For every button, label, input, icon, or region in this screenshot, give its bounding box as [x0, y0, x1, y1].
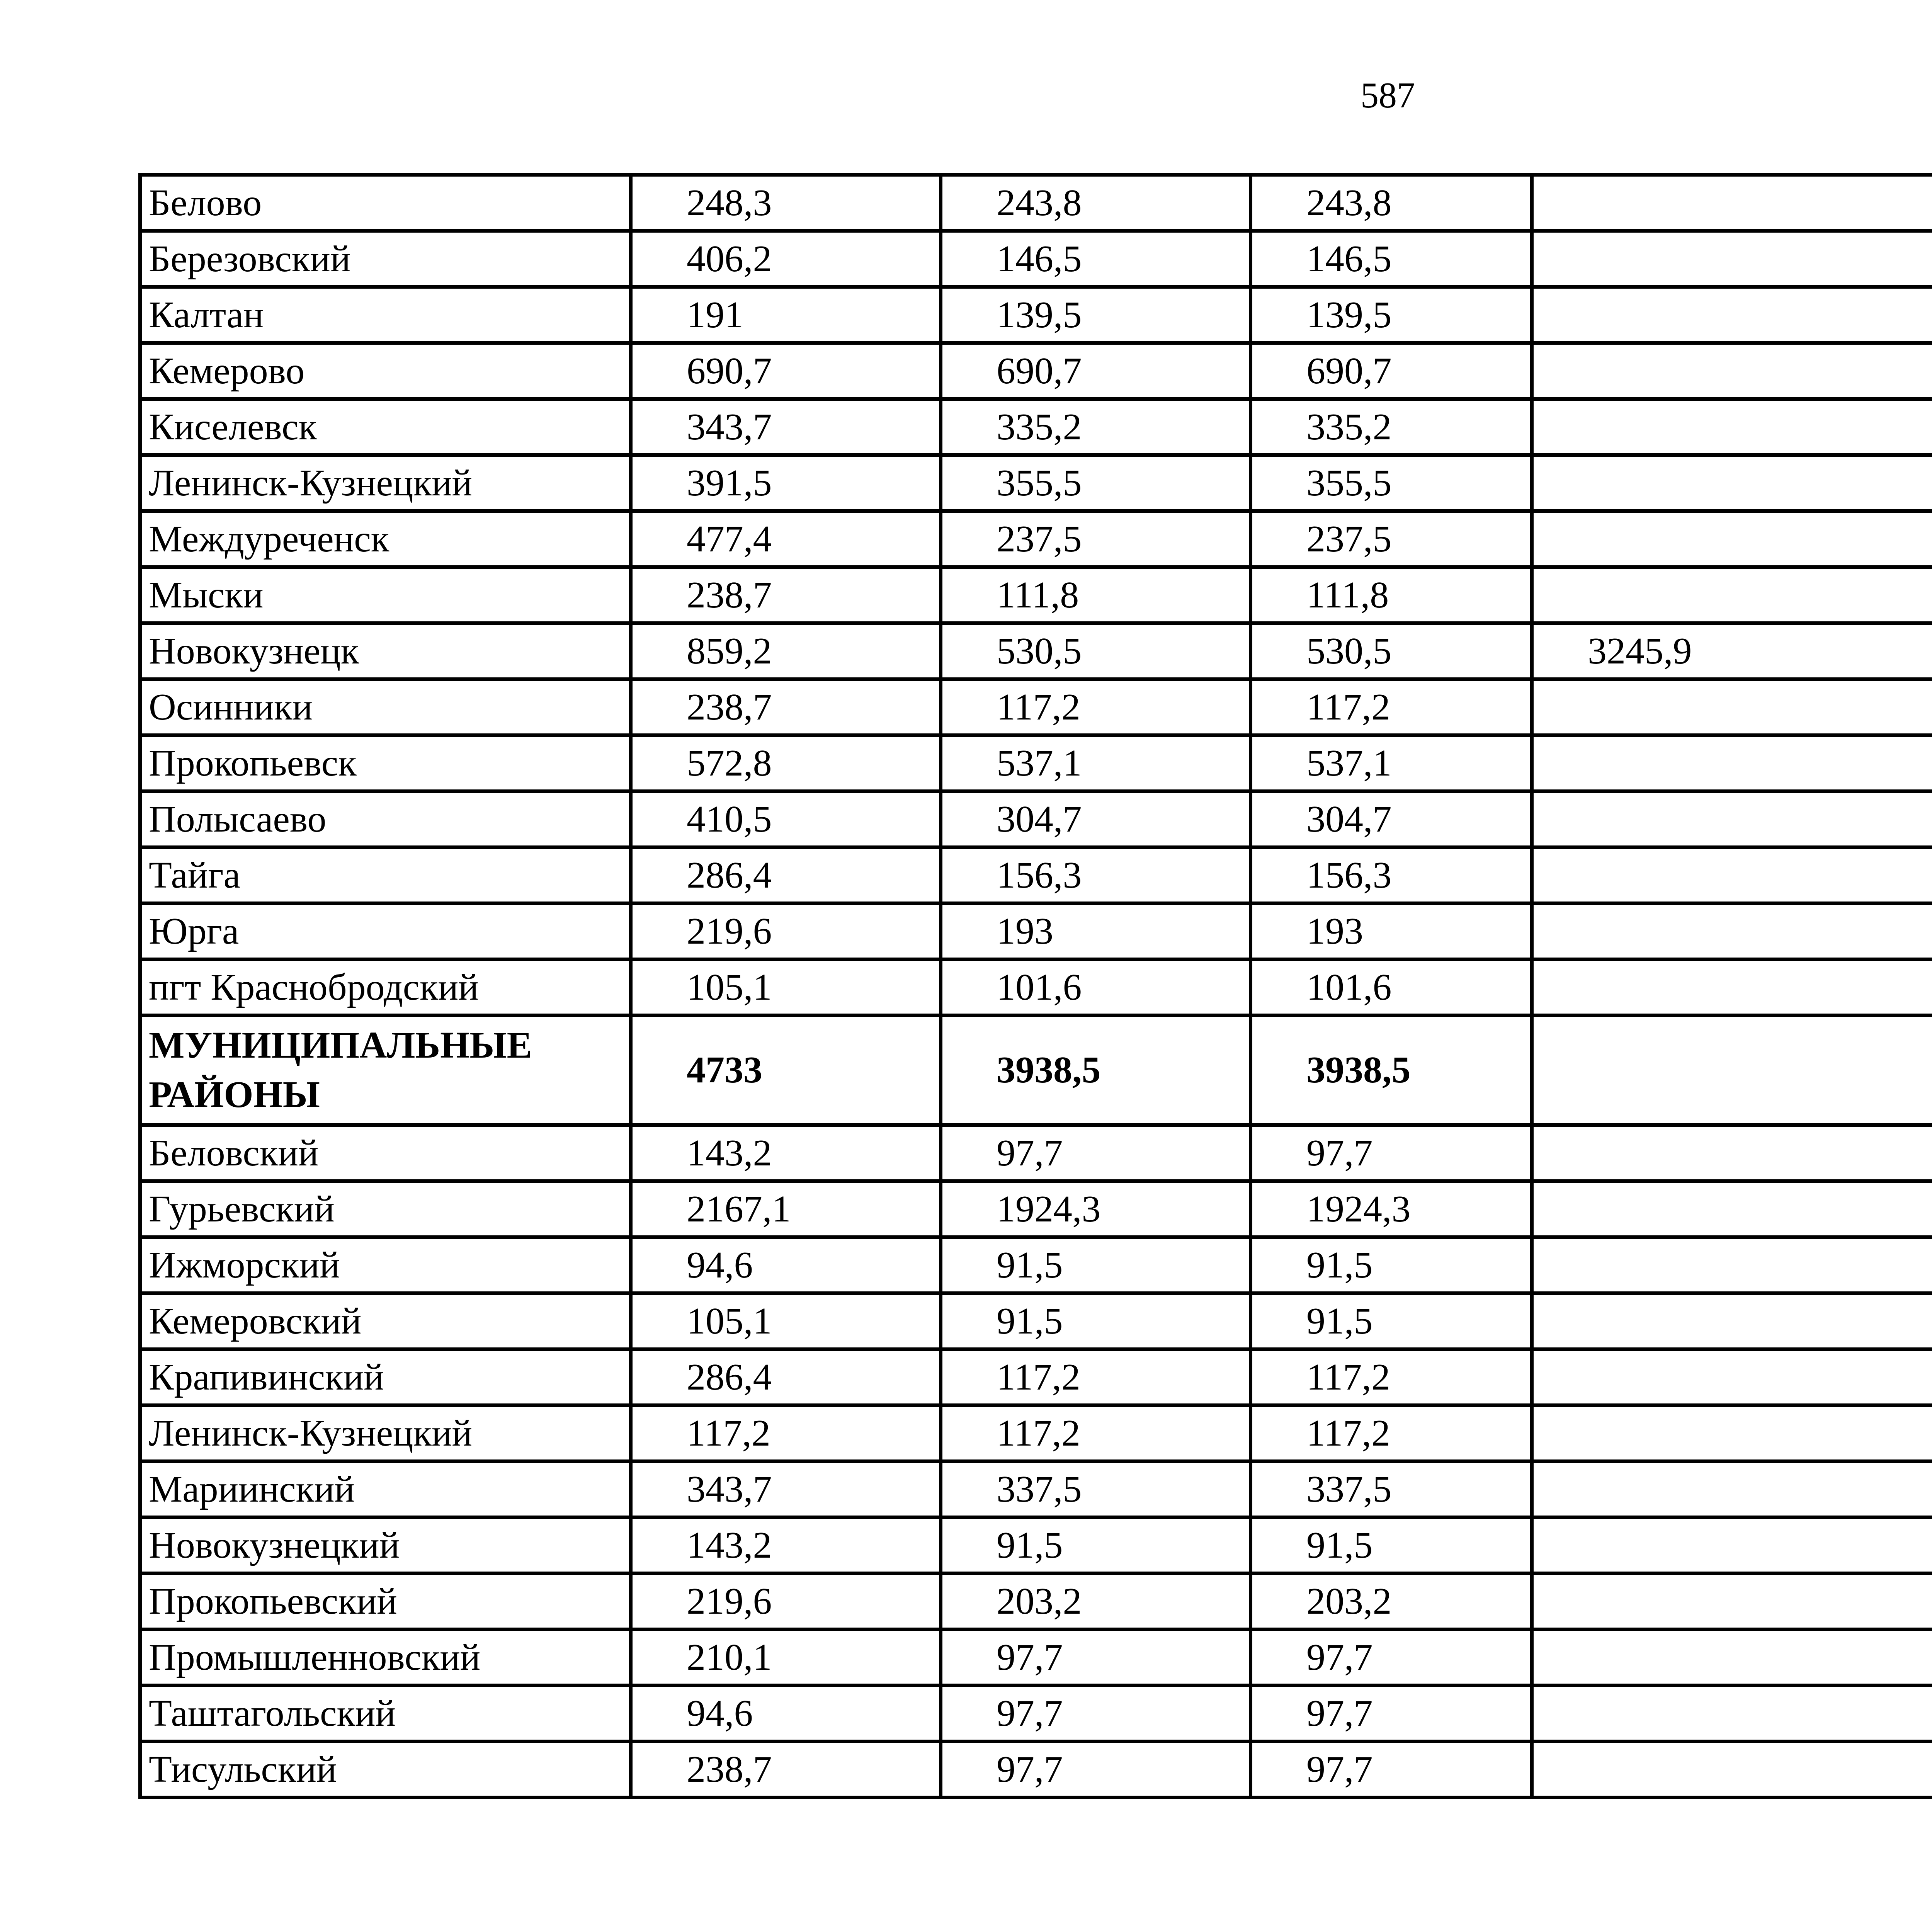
value-cell-3: 193: [1251, 903, 1532, 959]
value-cell-4: [1532, 1573, 1932, 1630]
value-cell-1: 94,6: [631, 1237, 941, 1293]
value-cell-2: 97,7: [941, 1742, 1251, 1798]
row-name-cell: Новокузнецкий: [140, 1517, 631, 1573]
row-name-cell: Калтан: [140, 287, 631, 343]
table-row: [140, 231, 1932, 287]
value-cell-2: 139,5: [941, 287, 1251, 343]
value-cell-1: 105,1: [631, 959, 941, 1015]
value-cell-2: 97,7: [941, 1125, 1251, 1181]
value-cell-1: 859,2: [631, 623, 941, 679]
table-row: [140, 455, 1932, 511]
row-name-cell: Междуреченск: [140, 511, 631, 567]
value-cell-2: 530,5: [941, 623, 1251, 679]
value-cell-4: [1532, 1181, 1932, 1237]
page-number: 587: [1361, 75, 1415, 116]
row-name-cell: Прокопьевск: [140, 735, 631, 791]
value-cell-2: 117,2: [941, 679, 1251, 735]
value-cell-1: 238,7: [631, 1742, 941, 1798]
value-cell-3: 101,6: [1251, 959, 1532, 1015]
value-cell-2: 117,2: [941, 1349, 1251, 1405]
value-cell-2: 537,1: [941, 735, 1251, 791]
value-cell-4: [1532, 791, 1932, 847]
value-cell-2: 101,6: [941, 959, 1251, 1015]
value-cell-3: 203,2: [1251, 1573, 1532, 1630]
value-cell-1: 2167,1: [631, 1181, 941, 1237]
value-cell-3: 97,7: [1251, 1630, 1532, 1686]
table-row: [140, 623, 1932, 679]
value-cell-1: 477,4: [631, 511, 941, 567]
value-cell-1: 238,7: [631, 679, 941, 735]
value-cell-3: 117,2: [1251, 1349, 1532, 1405]
value-cell-3: 243,8: [1251, 175, 1532, 231]
row-name-cell: Кемерово: [140, 343, 631, 399]
value-cell-4: [1532, 287, 1932, 343]
table-row: [140, 735, 1932, 791]
value-cell-3: 530,5: [1251, 623, 1532, 679]
value-cell-2: 3938,5: [941, 1015, 1251, 1125]
row-name-cell: Белово: [140, 175, 631, 231]
row-name-cell: Юрга: [140, 903, 631, 959]
value-cell-1: 105,1: [631, 1293, 941, 1349]
row-name-cell: Тайга: [140, 847, 631, 903]
value-cell-1: 690,7: [631, 343, 941, 399]
table-row: [140, 1015, 1932, 1125]
table-row: [140, 1237, 1932, 1293]
value-cell-1: 210,1: [631, 1630, 941, 1686]
value-cell-4: [1532, 1293, 1932, 1349]
value-cell-3: 537,1: [1251, 735, 1532, 791]
row-name-cell: Новокузнецк: [140, 623, 631, 679]
value-cell-4: [1532, 511, 1932, 567]
table-row: [140, 1181, 1932, 1237]
value-cell-1: 117,2: [631, 1405, 941, 1461]
value-cell-2: 117,2: [941, 1405, 1251, 1461]
table-row: [140, 847, 1932, 903]
table-row: [140, 959, 1932, 1015]
table-row: [140, 1573, 1932, 1630]
value-cell-1: 572,8: [631, 735, 941, 791]
value-cell-2: 243,8: [941, 175, 1251, 231]
value-cell-4: 3245,9: [1532, 623, 1932, 679]
row-name-cell: Ленинск-Кузнецкий: [140, 455, 631, 511]
row-name-cell: Киселевск: [140, 399, 631, 455]
value-cell-2: 690,7: [941, 343, 1251, 399]
value-cell-3: 97,7: [1251, 1125, 1532, 1181]
value-cell-1: 248,3: [631, 175, 941, 231]
value-cell-3: 91,5: [1251, 1293, 1532, 1349]
value-cell-1: 406,2: [631, 231, 941, 287]
value-cell-2: 1924,3: [941, 1181, 1251, 1237]
value-cell-1: 219,6: [631, 1573, 941, 1630]
value-cell-1: 219,6: [631, 903, 941, 959]
value-cell-1: 238,7: [631, 567, 941, 623]
value-cell-1: 410,5: [631, 791, 941, 847]
value-cell-1: 343,7: [631, 399, 941, 455]
row-name-cell: Мариинский: [140, 1461, 631, 1517]
value-cell-4: [1532, 1125, 1932, 1181]
value-cell-4: [1532, 679, 1932, 735]
value-cell-4: [1532, 1517, 1932, 1573]
row-name-cell: Ижморский: [140, 1237, 631, 1293]
value-cell-4: [1532, 1686, 1932, 1742]
value-cell-3: 237,5: [1251, 511, 1532, 567]
value-cell-3: 117,2: [1251, 679, 1532, 735]
value-cell-2: 355,5: [941, 455, 1251, 511]
value-cell-3: 139,5: [1251, 287, 1532, 343]
table-row: [140, 343, 1932, 399]
value-cell-3: 337,5: [1251, 1461, 1532, 1517]
row-name-cell: пгт Краснобродский: [140, 959, 631, 1015]
value-cell-1: 94,6: [631, 1686, 941, 1742]
value-cell-2: 335,2: [941, 399, 1251, 455]
value-cell-3: 117,2: [1251, 1405, 1532, 1461]
value-cell-2: 111,8: [941, 567, 1251, 623]
table-row: [140, 1461, 1932, 1517]
row-name-cell: Березовский: [140, 231, 631, 287]
value-cell-3: 111,8: [1251, 567, 1532, 623]
row-name-cell: Мыски: [140, 567, 631, 623]
value-cell-3: 1924,3: [1251, 1181, 1532, 1237]
value-cell-2: 156,3: [941, 847, 1251, 903]
row-name-cell: Гурьевский: [140, 1181, 631, 1237]
value-cell-2: 237,5: [941, 511, 1251, 567]
data-table: [138, 173, 1932, 1799]
value-cell-4: [1532, 231, 1932, 287]
value-cell-1: 4733: [631, 1015, 941, 1125]
value-cell-4: [1532, 455, 1932, 511]
value-cell-4: [1532, 1237, 1932, 1293]
value-cell-2: 97,7: [941, 1630, 1251, 1686]
value-cell-3: 97,7: [1251, 1742, 1532, 1798]
value-cell-3: 97,7: [1251, 1686, 1532, 1742]
value-cell-3: 355,5: [1251, 455, 1532, 511]
value-cell-4: [1532, 1630, 1932, 1686]
table-row: [140, 399, 1932, 455]
value-cell-4: [1532, 175, 1932, 231]
table-body: [140, 175, 1932, 1798]
value-cell-2: 337,5: [941, 1461, 1251, 1517]
table-row: [140, 1405, 1932, 1461]
value-cell-4: [1532, 399, 1932, 455]
table-row: [140, 903, 1932, 959]
value-cell-4: [1532, 343, 1932, 399]
value-cell-3: 690,7: [1251, 343, 1532, 399]
value-cell-3: 3938,5: [1251, 1015, 1532, 1125]
table-row: [140, 1125, 1932, 1181]
value-cell-4: [1532, 1405, 1932, 1461]
row-name-cell: Тисульский: [140, 1742, 631, 1798]
row-name-cell: Крапивинский: [140, 1349, 631, 1405]
value-cell-3: 156,3: [1251, 847, 1532, 903]
value-cell-4: [1532, 567, 1932, 623]
row-name-cell: Полысаево: [140, 791, 631, 847]
value-cell-1: 143,2: [631, 1125, 941, 1181]
value-cell-3: 335,2: [1251, 399, 1532, 455]
table-row: [140, 1349, 1932, 1405]
table-row: [140, 1630, 1932, 1686]
value-cell-4: [1532, 903, 1932, 959]
value-cell-2: 91,5: [941, 1293, 1251, 1349]
value-cell-3: 91,5: [1251, 1237, 1532, 1293]
value-cell-2: 146,5: [941, 231, 1251, 287]
value-cell-1: 286,4: [631, 847, 941, 903]
table-row: [140, 1742, 1932, 1798]
value-cell-4: [1532, 1015, 1932, 1125]
table-row: [140, 791, 1932, 847]
row-name-cell: Прокопьевский: [140, 1573, 631, 1630]
table-row: [140, 1293, 1932, 1349]
table-row: [140, 511, 1932, 567]
row-name-cell: Кемеровский: [140, 1293, 631, 1349]
table-row: [140, 1686, 1932, 1742]
value-cell-1: 391,5: [631, 455, 941, 511]
value-cell-4: [1532, 735, 1932, 791]
value-cell-1: 286,4: [631, 1349, 941, 1405]
value-cell-2: 91,5: [941, 1517, 1251, 1573]
value-cell-4: [1532, 847, 1932, 903]
value-cell-2: 203,2: [941, 1573, 1251, 1630]
row-name-cell: МУНИЦИПАЛЬНЫЕ РАЙОНЫ: [140, 1015, 631, 1125]
value-cell-2: 304,7: [941, 791, 1251, 847]
value-cell-4: [1532, 959, 1932, 1015]
row-name-cell: Таштагольский: [140, 1686, 631, 1742]
table-row: [140, 567, 1932, 623]
value-cell-3: 91,5: [1251, 1517, 1532, 1573]
row-name-cell: Промышленновский: [140, 1630, 631, 1686]
value-cell-4: [1532, 1349, 1932, 1405]
value-cell-2: 97,7: [941, 1686, 1251, 1742]
value-cell-2: 193: [941, 903, 1251, 959]
table-row: [140, 679, 1932, 735]
table-row: [140, 1517, 1932, 1573]
value-cell-4: [1532, 1742, 1932, 1798]
value-cell-1: 143,2: [631, 1517, 941, 1573]
value-cell-1: 191: [631, 287, 941, 343]
row-name-cell: Осинники: [140, 679, 631, 735]
row-name-cell: Ленинск-Кузнецкий: [140, 1405, 631, 1461]
row-name-cell: Беловский: [140, 1125, 631, 1181]
value-cell-4: [1532, 1461, 1932, 1517]
value-cell-3: 146,5: [1251, 231, 1532, 287]
value-cell-1: 343,7: [631, 1461, 941, 1517]
value-cell-2: 91,5: [941, 1237, 1251, 1293]
table-row: [140, 175, 1932, 231]
table-row: [140, 287, 1932, 343]
value-cell-3: 304,7: [1251, 791, 1532, 847]
